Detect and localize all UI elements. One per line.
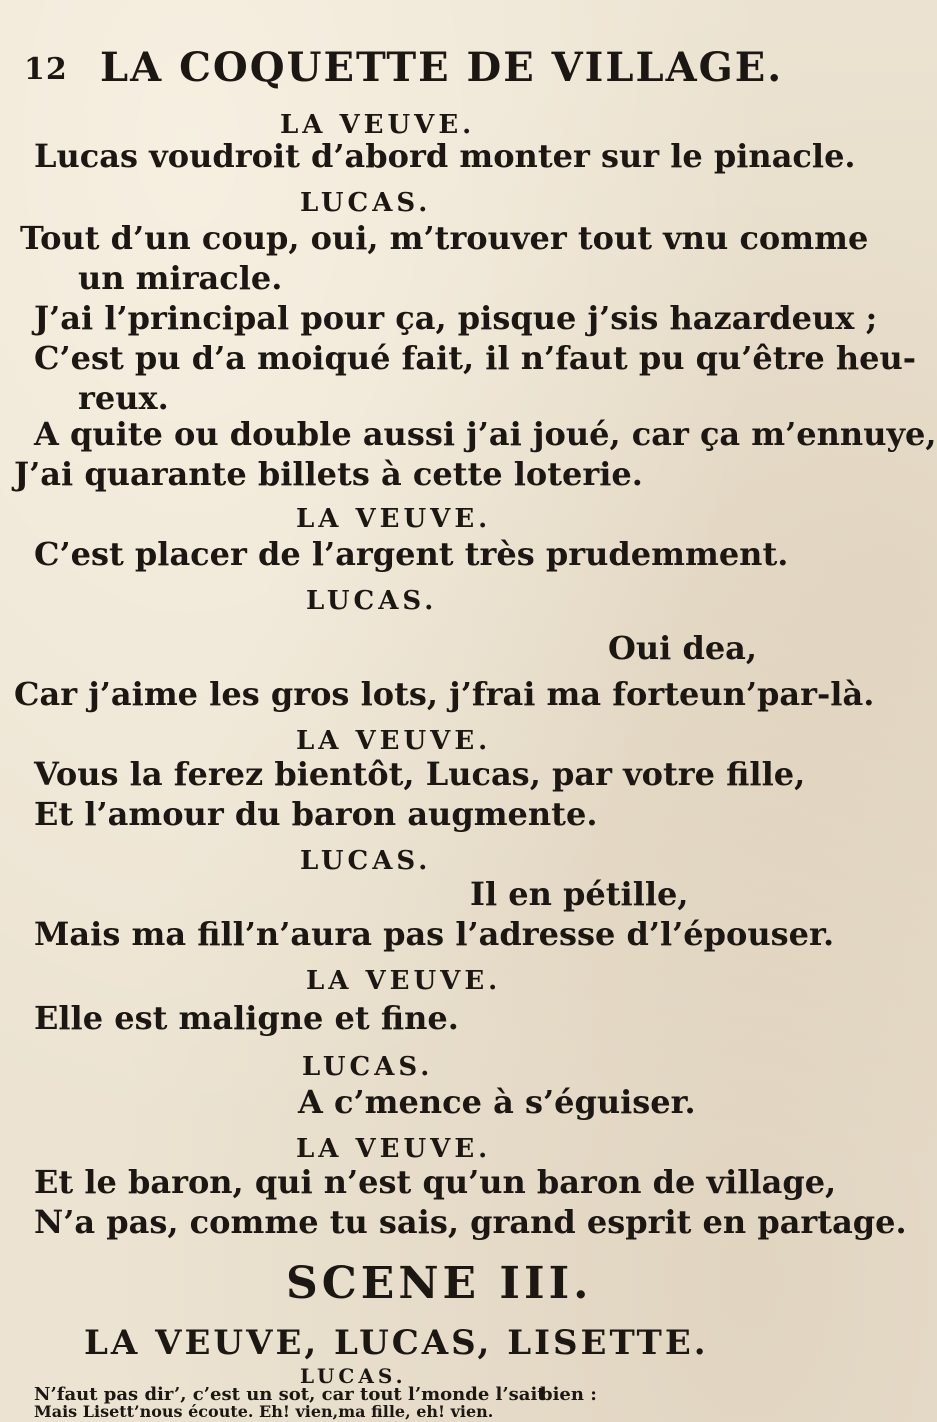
verse-line: Lucas voudroit d’abord monter sur le pinacle. [34,137,856,175]
verse-line: Oui dea, [608,629,758,667]
speaker-label: LUCAS. [300,188,432,218]
verse-line: Mais Lisett’nous écoute. Eh! vien,ma fille, eh! vien. [34,1402,494,1421]
verse-line: A quite ou double aussi j’ai joué, car ça m’ennuye, [34,415,937,453]
verse-line: Vous la ferez bientôt, Lucas, par votre fille, [34,755,806,793]
verse-line: C’est placer de l’argent très prudemment. [34,535,789,573]
verse-line: Il en pétille, [470,875,689,913]
scene-cast: LA VEUVE, LUCAS, LISETTE. [84,1323,709,1363]
verse-line: Tout d’un coup, oui, m’trouver tout vnu comme [20,219,869,257]
speaker-label: LUCAS. [300,1364,407,1388]
speaker-label: LA VEUVE. [296,726,492,756]
verse-line: N’a pas, comme tu sais, grand esprit en partage. [34,1203,907,1241]
running-title: LA COQUETTE DE VILLAGE. [100,44,784,91]
verse-line: Et le baron, qui n’est qu’un baron de village, [34,1163,837,1201]
speaker-label: LA VEUVE. [306,966,502,996]
verse-line: J’ai l’principal pour ça, pisque j’sis hazardeux ; [34,299,878,337]
speaker-label: LUCAS. [300,846,432,876]
verse-line: Mais ma fill’n’aura pas l’adresse d’l’épouser. [34,915,835,953]
verse-line: bien : [540,1384,597,1405]
speaker-label: LA VEUVE. [296,504,492,534]
page-header [24,38,784,98]
speaker-label: LA VEUVE. [280,110,476,140]
verse-line: N’faut pas dir’, c’est un sot, car tout l’monde l’sait [34,1384,546,1405]
verse-line: Et l’amour du baron augmente. [34,795,598,833]
speaker-label: LA VEUVE. [296,1134,492,1164]
verse-line: reux. [78,379,169,417]
speaker-label: LUCAS. [302,1052,434,1082]
verse-line: Elle est maligne et fine. [34,999,459,1037]
verse-line: Car j’aime les gros lots, j’frai ma forteun’par-là. [14,675,875,713]
verse-line: un miracle. [78,259,283,297]
verse-line: J’ai quarante billets à cette loterie. [14,455,643,493]
speaker-label: LUCAS. [306,586,438,616]
verse-line: A c’mence à s’éguiser. [298,1083,696,1121]
verse-line: C’est pu d’a moiqué fait, il n’faut pu qu’être heu- [34,339,917,377]
scene-heading: SCENE III. [286,1258,593,1309]
page-number: 12 [24,52,68,87]
